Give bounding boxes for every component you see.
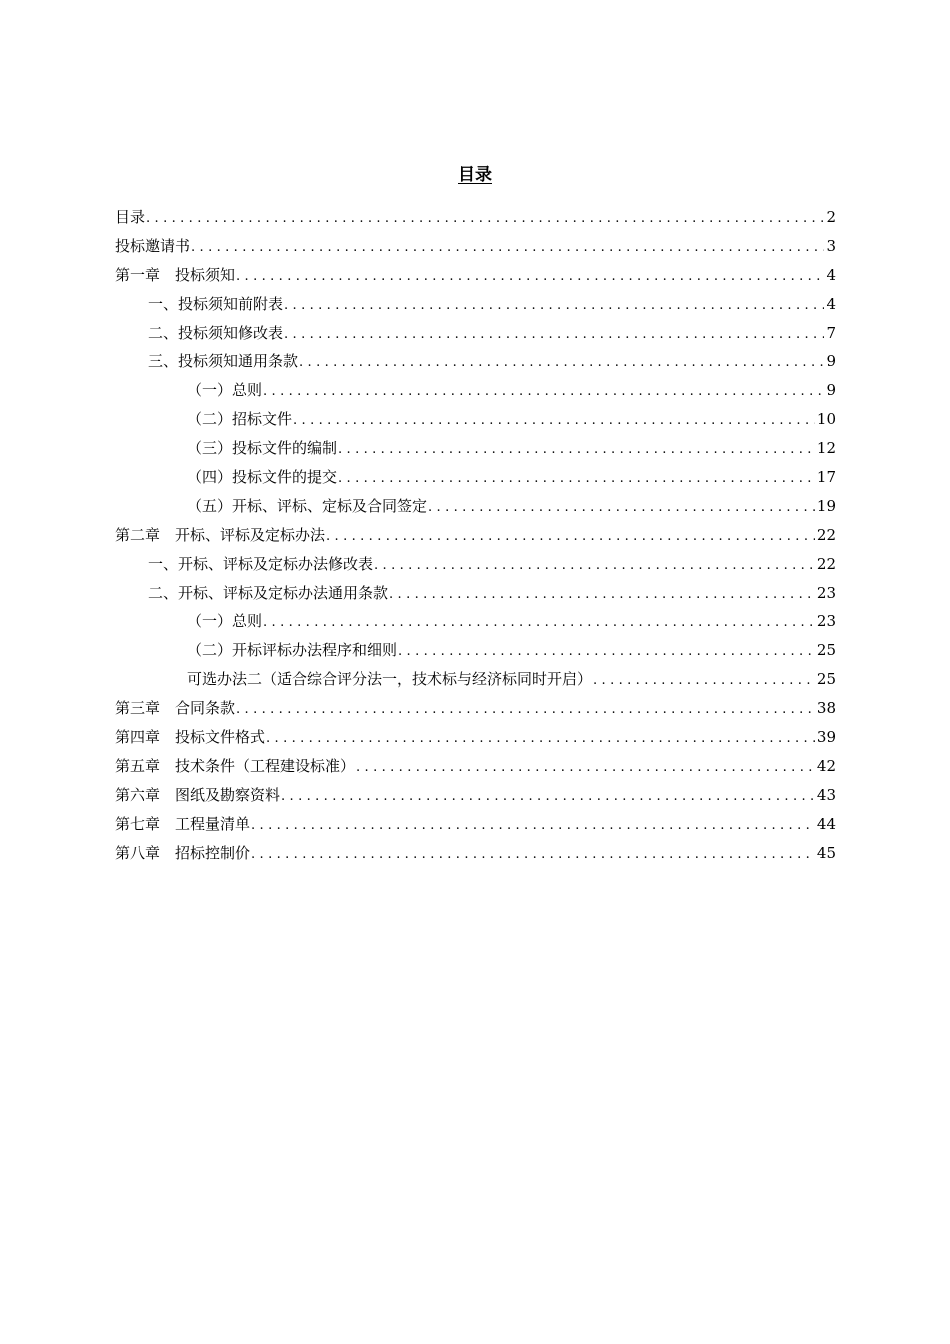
- toc-page-number: 43: [816, 785, 836, 804]
- toc-page-number: 25: [816, 641, 836, 660]
- toc-page-number: 42: [816, 756, 836, 775]
- toc-entry[interactable]: [115, 347, 836, 376]
- toc-leader-dots: [146, 205, 824, 234]
- toc-entry-label: （二）招标文件: [187, 410, 293, 429]
- toc-entry[interactable]: [115, 839, 836, 868]
- toc-entry-label: 目录: [115, 208, 146, 226]
- toc-entry[interactable]: [115, 376, 836, 405]
- table-of-contents: [115, 203, 836, 867]
- toc-leader-dots: [263, 378, 824, 407]
- toc-entry-label: 第七章 工程量清单: [115, 814, 251, 833]
- toc-entry[interactable]: [115, 752, 836, 781]
- toc-leader-dots: [593, 667, 815, 696]
- toc-entry[interactable]: [115, 810, 836, 839]
- toc-entry-label: 一、开标、评标及定标办法修改表: [148, 554, 374, 573]
- toc-page-number: 44: [816, 814, 836, 833]
- toc-leader-dots: [338, 465, 815, 494]
- toc-leader-dots: [299, 349, 824, 378]
- toc-leader-dots: [236, 696, 815, 725]
- toc-entry[interactable]: [115, 405, 836, 434]
- toc-entry-label: （二）开标评标办法程序和细则: [187, 641, 398, 660]
- toc-entry[interactable]: [115, 723, 836, 752]
- toc-entry[interactable]: [115, 781, 836, 810]
- toc-leader-dots: [251, 841, 815, 870]
- toc-entry[interactable]: [115, 290, 836, 319]
- toc-entry-label: 投标邀请书: [115, 236, 191, 255]
- toc-page-number: 39: [816, 728, 836, 747]
- toc-page-number: 4: [826, 294, 836, 313]
- toc-entry[interactable]: [115, 203, 836, 232]
- toc-leader-dots: [389, 581, 815, 610]
- toc-entry-label: 第二章 开标、评标及定标办法: [115, 525, 326, 544]
- toc-entry[interactable]: [115, 319, 836, 348]
- toc-page-number: 25: [816, 670, 836, 689]
- toc-page-number: 7: [826, 323, 836, 342]
- toc-entry[interactable]: [115, 434, 836, 463]
- toc-leader-dots: [338, 436, 815, 465]
- toc-page-number: 9: [826, 381, 836, 400]
- toc-page-number: 23: [816, 612, 836, 631]
- toc-page-number: 23: [816, 583, 836, 602]
- toc-entry[interactable]: [115, 521, 836, 550]
- toc-leader-dots: [356, 754, 815, 783]
- toc-leader-dots: [398, 638, 815, 667]
- toc-page-number: 2: [826, 208, 836, 226]
- toc-entry[interactable]: [115, 261, 836, 290]
- toc-heading: [0, 162, 950, 188]
- toc-entry[interactable]: [115, 665, 836, 694]
- toc-entry-label: 第四章 投标文件格式: [115, 728, 266, 747]
- toc-entry-label: （三）投标文件的编制: [187, 439, 338, 458]
- toc-leader-dots: [236, 263, 824, 292]
- toc-leader-dots: [428, 494, 815, 523]
- toc-page-number: 10: [816, 410, 836, 429]
- toc-entry-label: 二、投标须知修改表: [148, 323, 284, 342]
- toc-page-number: 3: [826, 236, 836, 255]
- toc-entry-label: 第三章 合同条款: [115, 699, 236, 718]
- toc-entry[interactable]: [115, 463, 836, 492]
- toc-leader-dots: [284, 321, 824, 350]
- toc-entry[interactable]: [115, 607, 836, 636]
- toc-page-number: 12: [816, 439, 836, 458]
- toc-entry-label: 一、投标须知前附表: [148, 294, 284, 313]
- toc-page-number: 22: [816, 525, 836, 544]
- toc-leader-dots: [284, 292, 824, 321]
- toc-leader-dots: [374, 552, 815, 581]
- toc-entry-label: 可选办法二（适合综合评分法一，技术标与经济标同时开启）: [187, 670, 593, 689]
- toc-entry-label: 第六章 图纸及勘察资料: [115, 785, 281, 804]
- toc-entry[interactable]: [115, 550, 836, 579]
- toc-entry-label: 第五章 技术条件（工程建设标准）: [115, 756, 356, 775]
- toc-entry-label: （一）总则: [187, 381, 263, 400]
- toc-page-number: 9: [826, 352, 836, 371]
- toc-page-number: 19: [816, 496, 836, 515]
- toc-heading-text: 目录: [458, 165, 492, 185]
- toc-entry-label: 三、投标须知通用条款: [148, 352, 299, 371]
- toc-entry-label: 二、开标、评标及定标办法通用条款: [148, 583, 389, 602]
- toc-leader-dots: [293, 407, 815, 436]
- toc-leader-dots: [281, 783, 815, 812]
- toc-leader-dots: [326, 523, 815, 552]
- toc-entry[interactable]: [115, 636, 836, 665]
- toc-page-number: 4: [826, 265, 836, 284]
- toc-entry[interactable]: [115, 579, 836, 608]
- toc-page-number: 17: [816, 468, 836, 487]
- toc-leader-dots: [191, 234, 824, 263]
- toc-page-number: 38: [816, 699, 836, 718]
- toc-entry[interactable]: [115, 694, 836, 723]
- toc-entry[interactable]: [115, 232, 836, 261]
- toc-entry-label: 第八章 招标控制价: [115, 843, 251, 862]
- toc-entry-label: （四）投标文件的提交: [187, 468, 338, 487]
- toc-entry-label: 第一章 投标须知: [115, 265, 236, 284]
- toc-entry-label: （五）开标、评标、定标及合同签定: [187, 496, 428, 515]
- toc-entry-label: （一）总则: [187, 612, 263, 631]
- toc-entry[interactable]: [115, 492, 836, 521]
- toc-leader-dots: [266, 725, 815, 754]
- toc-leader-dots: [251, 812, 815, 841]
- toc-page-number: 22: [816, 554, 836, 573]
- toc-page-number: 45: [816, 843, 836, 862]
- toc-leader-dots: [263, 609, 815, 638]
